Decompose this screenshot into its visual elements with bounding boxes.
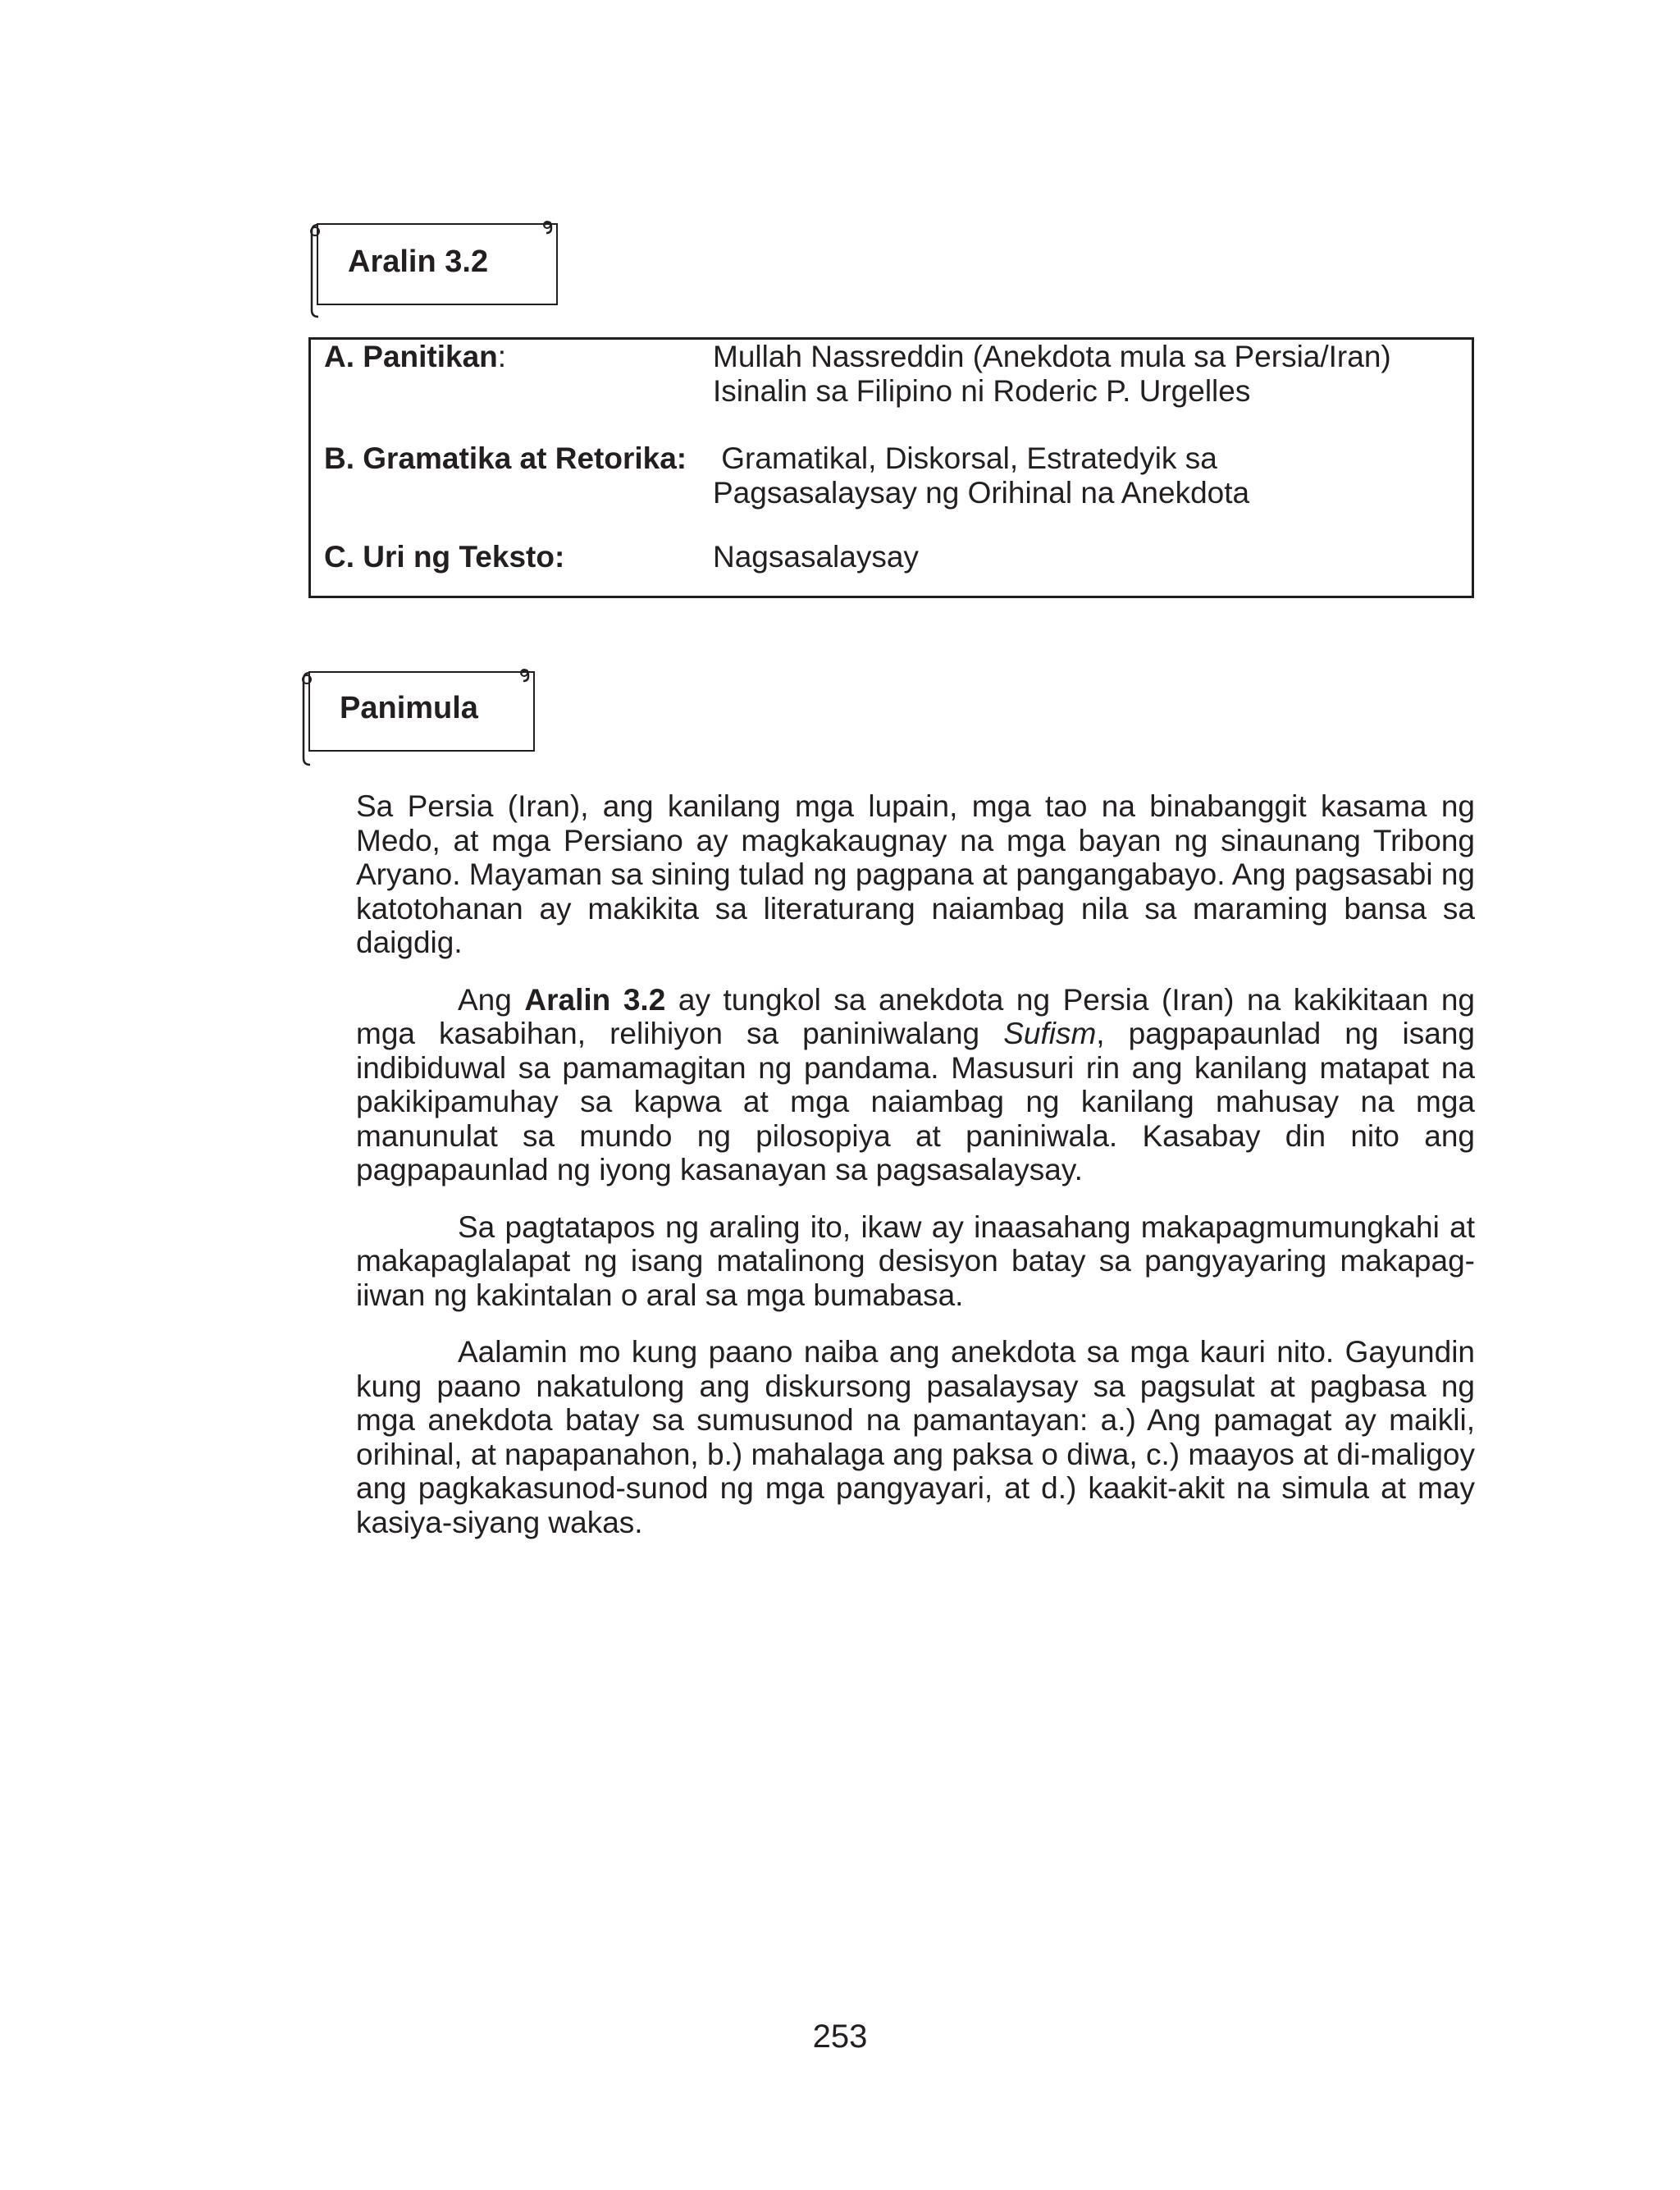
paragraph-2-mid: ay tungkol sa anekdota ng Persia (Iran) na kakikitaan ng mga kasabihan, relihiyon sa paniniwalang xyxy=(356,982,1476,1050)
section-title-banner xyxy=(308,671,535,752)
paragraph-2-start: Ang xyxy=(458,982,525,1017)
lesson-title: Aralin 3.2 xyxy=(348,245,489,279)
panitikan-line1: Mullah Nassreddin (Anekdota mula sa Persia/Iran) xyxy=(713,340,1391,373)
paragraph-2-bold: Aralin 3.2 xyxy=(524,982,666,1017)
paragraph-2-italic: Sufism xyxy=(1003,1017,1097,1050)
panitikan-label: A. Panitikan xyxy=(324,340,498,373)
panitikan-colon: : xyxy=(497,340,507,373)
paragraph-2-end: , pagpapaunlad ng isang indibiduwal sa pamamagitan ng pandama. Masusuri rin ang kanilang matapat na pakikipamuhay sa kapwa at mga naiambag ng kanilang mahusay na mga manunulat sa mundo ng pilosopiya at paniniwala. Kasabay din nito ang pagpapaunlad ng iyong kasanayan sa pagsasalaysay. xyxy=(356,1017,1475,1186)
lesson-title-banner xyxy=(317,223,558,305)
paragraph-3: Sa pagtatapos ng araling ito, ikaw ay inaasahang makapagmumungkahi at makapaglalapat ng isang matalinong desisyon batay sa pangyayaring makapag-iiwan ng kakintalan o aral sa mga bumabasa. xyxy=(356,1209,1475,1312)
gramatika-line2: Pagsasalaysay ng Orihinal na Anekdota xyxy=(713,476,1250,510)
section-title: Panimula xyxy=(340,691,478,725)
panitikan-line2: Isinalin sa Filipino ni Roderic P. Urgelles xyxy=(713,374,1251,408)
paragraph-1: Sa Persia (Iran), ang kanilang mga lupain, mga tao na binabanggit kasama ng Medo, at mga Persiano ay magkakaugnay na mga bayan ng sinaunang Tribong Aryano. Mayaman sa sining tulad ng pagpana at pangangabayo. Ang pagsasabi ng katotohanan ay makikita sa literaturang naiambag nila sa maraming bansa sa daigdig. xyxy=(356,789,1475,959)
uri-label: C. Uri ng Teksto: xyxy=(324,540,565,574)
paragraph-4: Aalamin mo kung paano naiba ang anekdota sa mga kauri nito. Gayundin kung paano nakatulong ang diskursong pasalaysay sa pagsulat at pagbasa ng mga anekdota batay sa sumusunod na pamantayan: a.) Ang pamagat ay maikli, orihinal, at napapanahon, b.) mahalaga ang paksa o diwa, c.) maayos at di-maligoy ang pagkakasunod-sunod ng mga pangyayari, at d.) kaakit-akit na simula at may kasiya-siyang wakas. xyxy=(356,1335,1475,1539)
panimula-body xyxy=(356,789,1475,1562)
gramatika-label: B. Gramatika at Retorika: xyxy=(324,441,687,475)
paragraph-2 xyxy=(356,983,1475,1187)
lesson-info-box xyxy=(308,337,1474,598)
gramatika-line1: Gramatikal, Diskorsal, Estratedyik sa xyxy=(713,441,1217,475)
uri-value: Nagsasalaysay xyxy=(713,540,919,574)
page-number: 253 xyxy=(812,2019,868,2055)
